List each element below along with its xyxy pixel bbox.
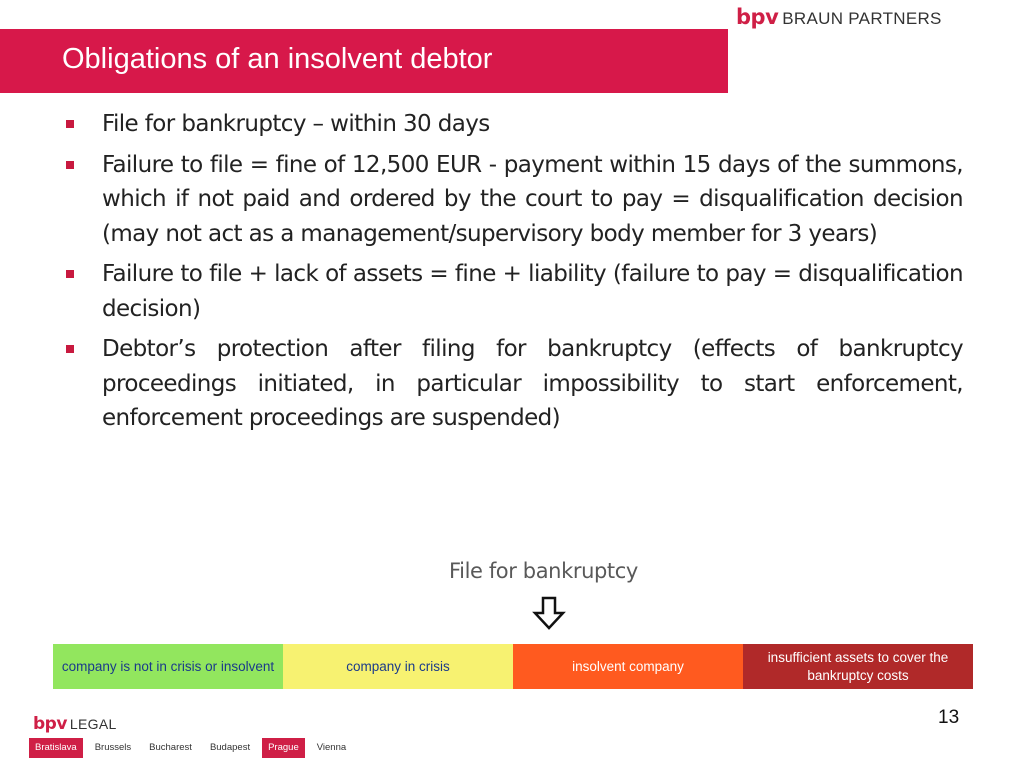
scale-segment-label: insufficient assets to cover the bankruptcy costs: [767, 649, 949, 683]
bullet-text: Failure to file + lack of assets = fine + liability (failure to pay = disqualification decision): [102, 261, 963, 322]
bullet-text: Debtor’s protection after filing for bankruptcy (effects of bankruptcy proceedings initiated, in particular impossibility to start enforcement, enforcement proceedings are suspended): [102, 336, 963, 431]
square-bullet-icon: [66, 270, 74, 278]
bullet-item: [62, 257, 963, 326]
square-bullet-icon: [66, 120, 74, 128]
city-vienna[interactable]: Vienna: [316, 742, 347, 753]
office-cities: [29, 738, 358, 758]
city-brussels[interactable]: Brussels: [94, 742, 132, 753]
scale-segment-insolvent: [513, 644, 743, 689]
scale-segment-in-crisis: [283, 644, 513, 689]
bullet-list: [62, 107, 963, 442]
insolvency-scale: [53, 644, 973, 689]
scale-segment-not-in-crisis: [53, 644, 283, 689]
bullet-item: [62, 107, 963, 142]
city-prague[interactable]: Prague: [262, 738, 305, 758]
bullet-text: File for bankruptcy – within 30 days: [102, 111, 490, 137]
down-arrow-icon: [531, 595, 567, 631]
slide-title: Obligations of an insolvent debtor: [62, 43, 493, 75]
logo-name: BRAUN PARTNERS: [782, 9, 942, 28]
city-bratislava[interactable]: Bratislava: [29, 738, 83, 758]
logo-mark: bpv: [736, 5, 779, 29]
flow-label: File for bankruptcy: [449, 559, 638, 583]
logo-name: LEGAL: [69, 716, 117, 732]
bullet-item: [62, 148, 963, 252]
city-bucharest[interactable]: Bucharest: [149, 742, 192, 753]
page-number: 13: [938, 707, 960, 728]
scale-segment-label: company in crisis: [346, 658, 450, 674]
square-bullet-icon: [66, 161, 74, 169]
scale-segment-insufficient-assets: [743, 644, 973, 689]
bullet-item: [62, 332, 963, 436]
scale-segment-label: insolvent company: [572, 658, 684, 674]
square-bullet-icon: [66, 345, 74, 353]
bullet-text: Failure to file = fine of 12,500 EUR - payment within 15 days of the summons, which if not paid and ordered by the court to pay = disqualification decision (may not act as a management/supervisory body member for 3 years): [102, 151, 963, 247]
bpv-legal-logo: [33, 714, 117, 734]
logo-mark: bpv: [33, 714, 67, 734]
city-budapest[interactable]: Budapest: [209, 742, 251, 753]
title-bar: [0, 29, 728, 93]
braun-partners-logo: [736, 5, 942, 29]
scale-segment-label: company is not in crisis or insolvent: [61, 658, 275, 674]
